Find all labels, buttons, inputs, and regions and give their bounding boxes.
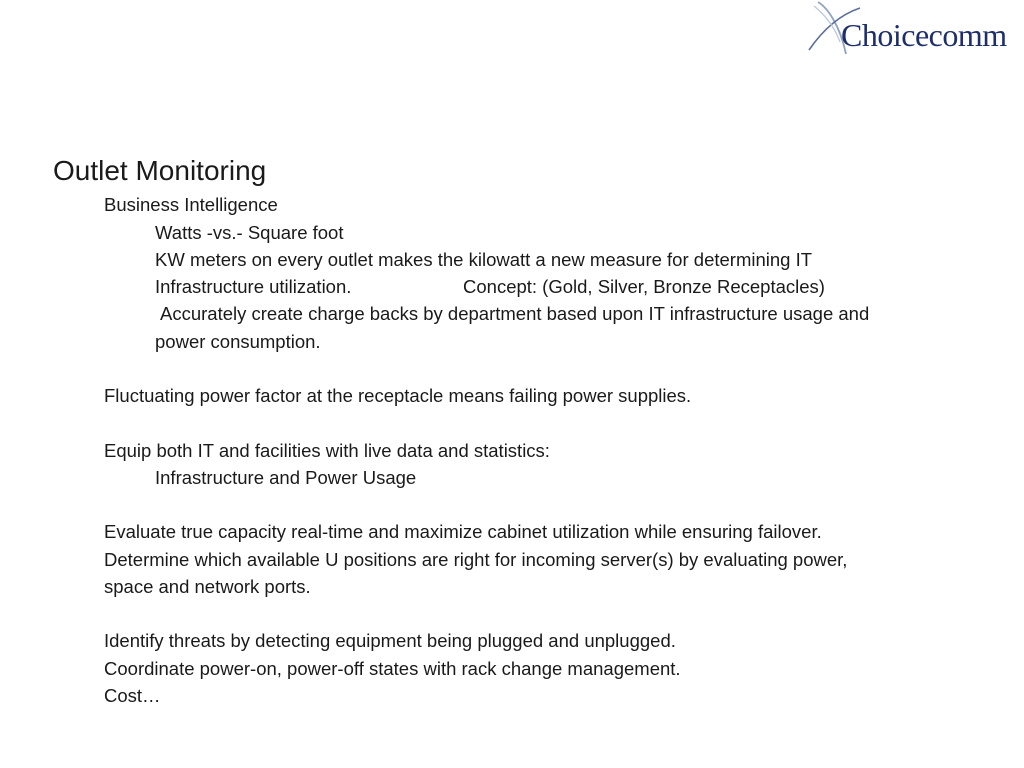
- choicecomm-logo: [806, 0, 1024, 56]
- bullet-coordinate-power: Coordinate power-on, power-off states with rack change management.: [104, 658, 681, 679]
- sub-bullet-watts-vs-square-foot: Watts -vs.- Square foot: [155, 222, 344, 243]
- bullet-evaluate-capacity: Evaluate true capacity real-time and maximize cabinet utilization while ensuring failover.: [104, 521, 822, 542]
- sub-bullet-kw-meters: KW meters on every outlet makes the kilowatt a new measure for determining IT: [155, 249, 813, 270]
- sub-bullet-charge-backs-cont: power consumption.: [155, 331, 321, 352]
- bullet-cost: Cost…: [104, 685, 161, 706]
- sub-bullet-infrastructure-power-usage: Infrastructure and Power Usage: [155, 467, 417, 488]
- bullet-determine-u-positions: Determine which available U positions are right for incoming server(s) by evaluating power,: [104, 549, 848, 570]
- bullet-determine-u-positions-cont: space and network ports.: [104, 576, 311, 597]
- bullet-equip-it-facilities: Equip both IT and facilities with live data and statistics:: [104, 440, 550, 461]
- sub-bullet-kw-meters-cont: Infrastructure utilization.: [155, 276, 352, 297]
- slide-title: Outlet Monitoring: [53, 155, 267, 186]
- sub-bullet-charge-backs: Accurately create charge backs by department based upon IT infrastructure usage and: [160, 303, 870, 324]
- bullet-power-factor: Fluctuating power factor at the receptacle means failing power supplies.: [104, 385, 692, 406]
- concept-receptacles-text: Concept: (Gold, Silver, Bronze Receptacles): [463, 276, 825, 297]
- logo-text: Choicecomm: [841, 17, 1007, 53]
- bullet-identify-threats: Identify threats by detecting equipment being plugged and unplugged.: [104, 630, 676, 651]
- bullet-business-intelligence: Business Intelligence: [104, 194, 278, 215]
